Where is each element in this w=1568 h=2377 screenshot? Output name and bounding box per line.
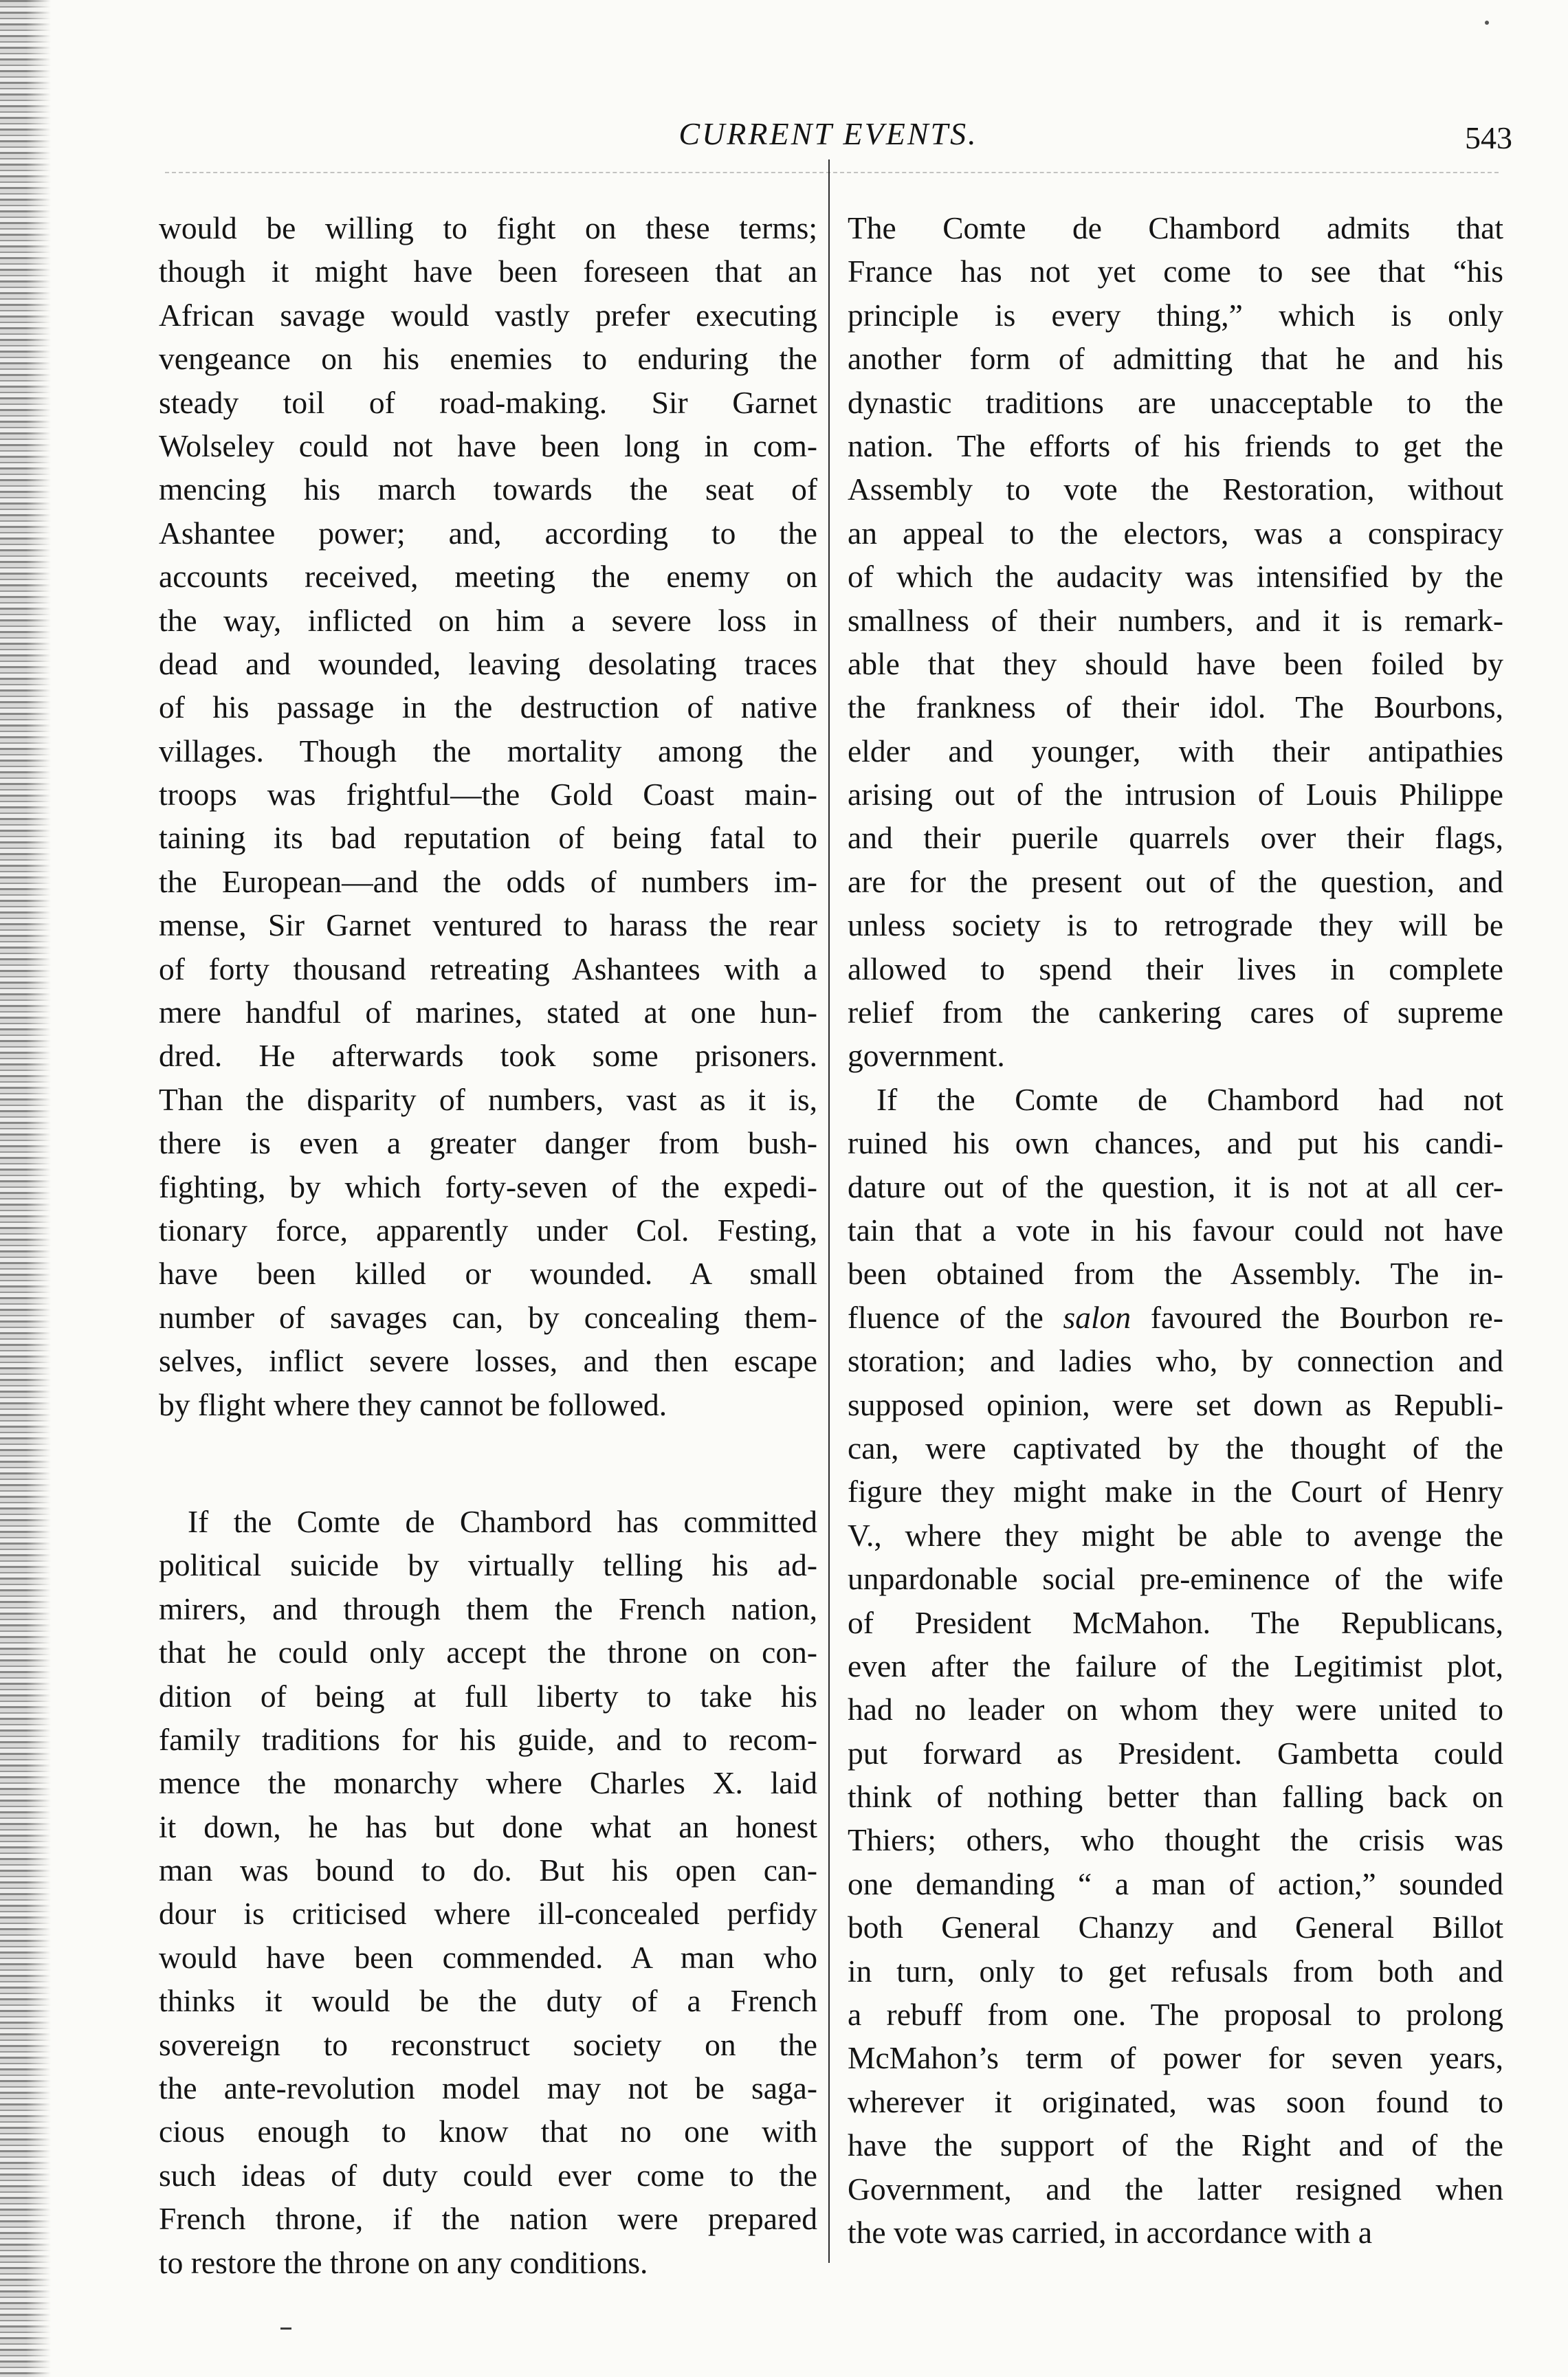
text-line: both General Chanzy and General Billot [848,1910,1503,1945]
text-line: family traditions for his guide, and to recom- [159,1721,817,1757]
text-line: elder and younger, with their antipathies [848,733,1503,769]
text-line: man was bound to do. But his open can- [159,1853,817,1888]
running-title: CURRENT EVENTS. [678,116,978,151]
text-line: figure they might make in the Court of Henry [848,1474,1503,1510]
column-divider [828,159,830,2263]
text-line: troops was frightful—the Gold Coast main- [159,777,817,812]
text-line: would be willing to fight on these terms; [159,210,817,245]
text-line: the ante-revolution model may not be saga- [159,2070,817,2106]
text-line: mence the monarchy where Charles X. laid [159,1765,817,1801]
text-line: dead and wounded, leaving desolating traces [159,645,817,681]
text-line: fighting, by which forty-seven of the expedi- [159,1169,817,1204]
text-line: in turn, only to get refusals from both and [848,1953,1503,1989]
text-line: unpardonable social pre-eminence of the wife [848,1561,1503,1597]
text-line: McMahon’s term of power for seven years, [848,2040,1503,2076]
text-line: have the support of the Right and of the [848,2127,1503,2163]
text-line: the way, inflicted on him a severe loss in [159,602,817,638]
left-column [159,206,817,2284]
text-line: Government, and the latter resigned when [848,2171,1503,2207]
text-line: have been killed or wounded. A small [159,1256,817,1292]
text-line: had no leader on whom they were united to [848,1692,1503,1727]
text-line: ruined his own chances, and put his candi- [848,1125,1503,1161]
text-line: mirers, and through them the French nation, [159,1591,817,1626]
text-line: such ideas of duty could ever come to the [159,2157,817,2193]
text-line: mencing his march towards the seat of [159,472,817,507]
text-line: would have been commended. A man who [159,1939,817,1975]
text-line: government. [848,1038,1005,1074]
text-line: France has not yet come to see that “his [848,254,1503,289]
text-line: relief from the cankering cares of supreme [848,995,1503,1030]
text-line: African savage would vastly prefer executing [159,297,817,333]
text-line: are for the present out of the question, and [848,863,1503,899]
text-line: by flight where they cannot be followed. [159,1386,667,1422]
text-line: dred. He afterwards took some prisoners. [159,1038,817,1074]
text-line: been obtained from the Assembly. The in- [848,1256,1503,1292]
text-line: If the Comte de Chambord has committed [188,1503,817,1539]
text-line: able that they should have been foiled by [848,645,1503,681]
text-line: another form of admitting that he and his [848,341,1503,377]
text-line: taining its bad reputation of being fatal to [159,820,817,856]
text-line: steady toil of road-making. Sir Garnet [159,384,817,420]
text-line: dition of being at full liberty to take his [159,1678,817,1714]
text-line: of forty thousand retreating Ashantees with a [159,951,817,986]
text-line: the vote was carried, in accordance with a [848,2214,1373,2250]
text-line: accounts received, meeting the enemy on [159,559,817,595]
corner-mark [1485,21,1489,25]
text-line: mere handful of marines, stated at one hun- [159,995,817,1030]
text-line: sovereign to reconstruct society on the [159,2026,817,2062]
paragraph [159,1500,817,2284]
text-line: Assembly to vote the Restoration, without [848,472,1503,507]
text-line: Wolseley could not have been long in com- [159,428,817,463]
paragraph [848,206,1503,1078]
text-line: dature out of the question, it is not at all cer- [848,1169,1503,1204]
text-line: villages. Though the mortality among the [159,733,817,769]
text-line: a rebuff from one. The proposal to prolong [848,1997,1503,2033]
text-line: of which the audacity was intensified by the [848,559,1503,595]
text-line: and their puerile quarrels over their flags, [848,820,1503,856]
text-line: unless society is to retrograde they will be [848,907,1503,943]
text-line: number of savages can, by concealing them- [159,1299,817,1335]
text-line: dour is criticised where ill-concealed perfidy [159,1896,817,1932]
text-line: Ashantee power; and, according to the [159,515,817,551]
text-line: principle is every thing,” which is only [848,297,1503,333]
page-number: 543 [1465,120,1512,155]
text-line: V., where they might be able to avenge the [848,1517,1503,1553]
text-line: supposed opinion, were set down as Republi- [848,1386,1503,1422]
text-line: Than the disparity of numbers, vast as it is, [159,1081,817,1117]
paragraph [159,206,817,1426]
text-line: arising out of the intrusion of Louis Philippe [848,777,1503,812]
right-column [848,206,1503,2254]
text-line: If the Comte de Chambord had not [876,1081,1503,1117]
text-line: that he could only accept the throne on con- [159,1635,817,1670]
text-line: tain that a vote in his favour could not have [848,1212,1503,1248]
page-header [144,110,1512,158]
text-line: one demanding “ a man of action,” sounded [848,1866,1503,1901]
page-binding-edge [0,0,51,2377]
text-line: an appeal to the electors, was a conspiracy [848,515,1503,551]
text-line: allowed to spend their lives in complete [848,951,1503,986]
text-line: storation; and ladies who, by connection and [848,1343,1503,1379]
text-line: dynastic traditions are unacceptable to the [848,384,1503,420]
text-line: there is even a greater danger from bush- [159,1125,817,1161]
text-line: even after the failure of the Legitimist plot, [848,1648,1503,1683]
text-line: tionary force, apparently under Col. Festing, [159,1212,817,1248]
stray-mark [280,2328,291,2330]
text-line: political suicide by virtually telling his ad- [159,1547,817,1583]
text-line: mense, Sir Garnet ventured to harass the rear [159,907,817,943]
text-line: the frankness of their idol. The Bourbons, [848,689,1503,725]
text-line: selves, inflict severe losses, and then escape [159,1343,817,1379]
text-line: vengeance on his enemies to enduring the [159,341,817,377]
text-line: thinks it would be the duty of a French [159,1983,817,2019]
text-line: The Comte de Chambord admits that [848,210,1503,245]
text-line: though it might have been foreseen that an [159,254,817,289]
text-line: to restore the throne on any conditions. [159,2244,648,2280]
text-line: French throne, if the nation were prepared [159,2201,817,2237]
text-line: can, were captivated by the thought of the [848,1430,1503,1466]
text-line: Thiers; others, who thought the crisis was [848,1822,1503,1858]
text-line: nation. The efforts of his friends to get the [848,428,1503,463]
text-line: of President McMahon. The Republicans, [848,1604,1503,1640]
paragraph-gap [159,1426,817,1500]
text-line: it down, he has but done what an honest [159,1809,817,1844]
italic-word: salon [1063,1299,1131,1335]
text-line: of his passage in the destruction of native [159,689,817,725]
text-line: put forward as President. Gambetta could [848,1735,1503,1771]
text-line: smallness of their numbers, and it is remark- [848,602,1503,638]
text-line: cious enough to know that no one with [159,2114,817,2149]
header-rule [165,172,1499,173]
text-line: wherever it originated, was soon found to [848,2083,1503,2119]
text-line: fluence of the salon favoured the Bourbon re- [848,1299,1504,1335]
paragraph [848,1078,1503,2255]
text-line: the European—and the odds of numbers im- [159,863,817,899]
text-line: think of nothing better than falling back on [848,1779,1503,1815]
